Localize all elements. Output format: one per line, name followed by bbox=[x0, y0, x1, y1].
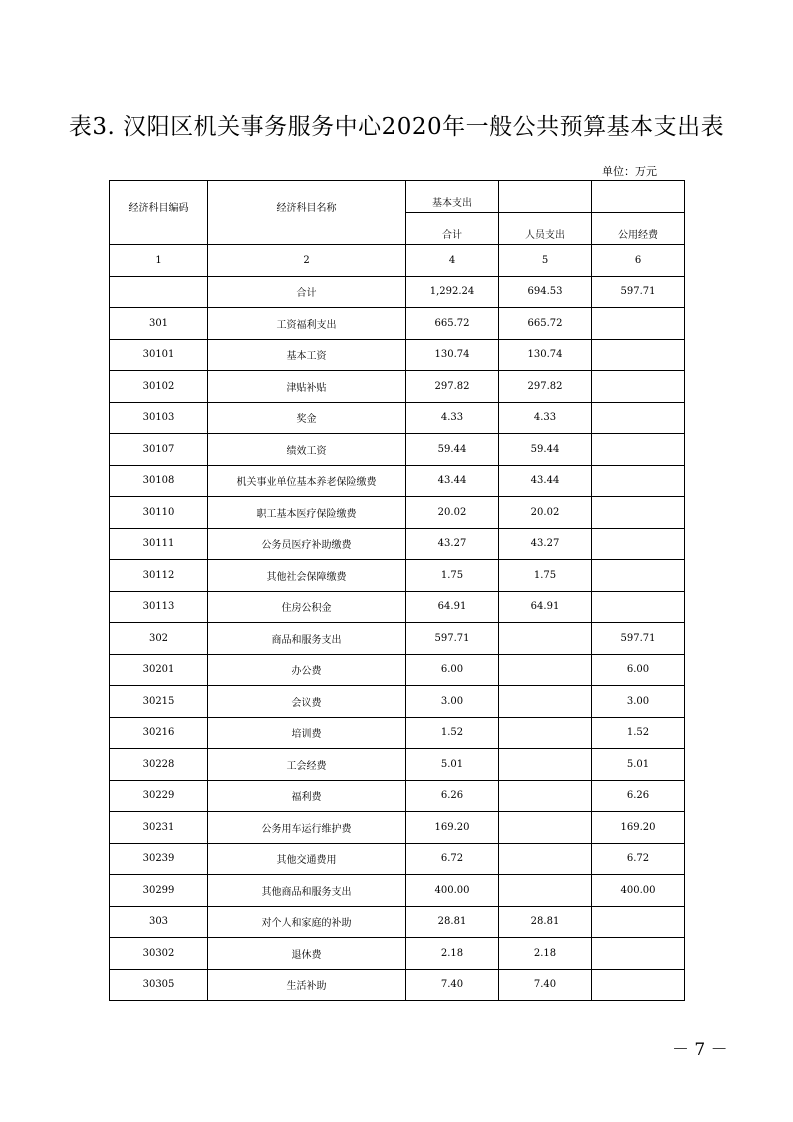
table-row bbox=[110, 812, 685, 844]
column-number: 5 bbox=[499, 245, 592, 277]
cell-name: 机关事业单位基本养老保险缴费 bbox=[208, 465, 406, 497]
cell-name: 会议费 bbox=[208, 686, 406, 718]
cell-total: 1.75 bbox=[406, 560, 499, 592]
cell-public: 400.00 bbox=[592, 875, 685, 907]
cell-code: 30103 bbox=[110, 402, 208, 434]
cell-personnel bbox=[499, 843, 592, 875]
cell-code: 30102 bbox=[110, 371, 208, 403]
cell-public bbox=[592, 308, 685, 340]
budget-table bbox=[109, 180, 685, 1001]
column-number-row bbox=[110, 245, 685, 277]
cell-personnel: 59.44 bbox=[499, 434, 592, 466]
cell-personnel bbox=[499, 654, 592, 686]
cell-total: 6.26 bbox=[406, 780, 499, 812]
cell-public bbox=[592, 434, 685, 466]
cell-personnel: 694.53 bbox=[499, 276, 592, 308]
table-row bbox=[110, 560, 685, 592]
cell-code: 30239 bbox=[110, 843, 208, 875]
cell-name: 基本工资 bbox=[208, 339, 406, 371]
cell-code: 30113 bbox=[110, 591, 208, 623]
cell-total: 169.20 bbox=[406, 812, 499, 844]
cell-personnel: 7.40 bbox=[499, 969, 592, 1001]
cell-code: 30107 bbox=[110, 434, 208, 466]
cell-name: 绩效工资 bbox=[208, 434, 406, 466]
table-row bbox=[110, 780, 685, 812]
cell-name: 退休费 bbox=[208, 938, 406, 970]
column-number: 6 bbox=[592, 245, 685, 277]
cell-public bbox=[592, 938, 685, 970]
cell-total: 1.52 bbox=[406, 717, 499, 749]
cell-public: 3.00 bbox=[592, 686, 685, 718]
cell-code: 30108 bbox=[110, 465, 208, 497]
cell-name: 奖金 bbox=[208, 402, 406, 434]
table-row bbox=[110, 434, 685, 466]
cell-name: 培训费 bbox=[208, 717, 406, 749]
table-row bbox=[110, 591, 685, 623]
cell-public: 597.71 bbox=[592, 623, 685, 655]
cell-code: 30231 bbox=[110, 812, 208, 844]
cell-personnel: 4.33 bbox=[499, 402, 592, 434]
cell-total: 43.27 bbox=[406, 528, 499, 560]
cell-personnel: 1.75 bbox=[499, 560, 592, 592]
cell-name: 办公费 bbox=[208, 654, 406, 686]
page-title: 表3. 汉阳区机关事务服务中心2020年一般公共预算基本支出表 bbox=[68, 114, 725, 140]
cell-name: 其他社会保障缴费 bbox=[208, 560, 406, 592]
cell-name: 住房公积金 bbox=[208, 591, 406, 623]
cell-total: 64.91 bbox=[406, 591, 499, 623]
cell-personnel: 20.02 bbox=[499, 497, 592, 529]
cell-personnel: 665.72 bbox=[499, 308, 592, 340]
cell-public: 6.00 bbox=[592, 654, 685, 686]
table-row bbox=[110, 623, 685, 655]
table-row bbox=[110, 906, 685, 938]
header-code: 经济科目编码 bbox=[110, 181, 208, 245]
column-number: 2 bbox=[208, 245, 406, 277]
cell-total: 28.81 bbox=[406, 906, 499, 938]
cell-name: 对个人和家庭的补助 bbox=[208, 906, 406, 938]
cell-name: 公务员医疗补助缴费 bbox=[208, 528, 406, 560]
cell-name: 福利费 bbox=[208, 780, 406, 812]
cell-personnel: 130.74 bbox=[499, 339, 592, 371]
cell-name: 其他商品和服务支出 bbox=[208, 875, 406, 907]
cell-personnel: 43.27 bbox=[499, 528, 592, 560]
cell-total: 43.44 bbox=[406, 465, 499, 497]
cell-personnel: 43.44 bbox=[499, 465, 592, 497]
header-public: 公用经费 bbox=[592, 213, 685, 245]
cell-public bbox=[592, 969, 685, 1001]
cell-total: 597.71 bbox=[406, 623, 499, 655]
table-row bbox=[110, 749, 685, 781]
cell-code: 30215 bbox=[110, 686, 208, 718]
table-row bbox=[110, 686, 685, 718]
cell-personnel: 64.91 bbox=[499, 591, 592, 623]
cell-total: 59.44 bbox=[406, 434, 499, 466]
table-row bbox=[110, 371, 685, 403]
table-row bbox=[110, 717, 685, 749]
cell-public bbox=[592, 591, 685, 623]
cell-personnel bbox=[499, 686, 592, 718]
cell-name: 公务用车运行维护费 bbox=[208, 812, 406, 844]
cell-code: 30201 bbox=[110, 654, 208, 686]
cell-total: 5.01 bbox=[406, 749, 499, 781]
cell-total: 7.40 bbox=[406, 969, 499, 1001]
cell-personnel bbox=[499, 780, 592, 812]
cell-total: 297.82 bbox=[406, 371, 499, 403]
cell-name: 商品和服务支出 bbox=[208, 623, 406, 655]
header-empty-1 bbox=[499, 181, 592, 213]
header-name: 经济科目名称 bbox=[208, 181, 406, 245]
header-total: 合计 bbox=[406, 213, 499, 245]
cell-code: 30111 bbox=[110, 528, 208, 560]
table-row bbox=[110, 969, 685, 1001]
cell-public: 6.26 bbox=[592, 780, 685, 812]
cell-name: 职工基本医疗保险缴费 bbox=[208, 497, 406, 529]
cell-public bbox=[592, 560, 685, 592]
cell-total: 2.18 bbox=[406, 938, 499, 970]
cell-personnel bbox=[499, 623, 592, 655]
cell-code: 302 bbox=[110, 623, 208, 655]
cell-personnel bbox=[499, 749, 592, 781]
cell-total: 3.00 bbox=[406, 686, 499, 718]
cell-code: 30299 bbox=[110, 875, 208, 907]
unit-label: 单位：万元 bbox=[602, 165, 657, 178]
table-row bbox=[110, 654, 685, 686]
cell-personnel bbox=[499, 875, 592, 907]
cell-public: 1.52 bbox=[592, 717, 685, 749]
table-row bbox=[110, 276, 685, 308]
cell-name: 工资福利支出 bbox=[208, 308, 406, 340]
cell-public bbox=[592, 906, 685, 938]
cell-name: 合计 bbox=[208, 276, 406, 308]
table-row bbox=[110, 339, 685, 371]
table-row bbox=[110, 465, 685, 497]
cell-code: 301 bbox=[110, 308, 208, 340]
cell-code: 303 bbox=[110, 906, 208, 938]
header-basic: 基本支出 bbox=[406, 181, 499, 213]
table-row bbox=[110, 528, 685, 560]
cell-code: 30112 bbox=[110, 560, 208, 592]
cell-code: 30101 bbox=[110, 339, 208, 371]
table-row bbox=[110, 843, 685, 875]
cell-personnel bbox=[499, 717, 592, 749]
cell-code: 30302 bbox=[110, 938, 208, 970]
cell-public bbox=[592, 402, 685, 434]
cell-total: 130.74 bbox=[406, 339, 499, 371]
cell-public: 169.20 bbox=[592, 812, 685, 844]
cell-code bbox=[110, 276, 208, 308]
table-row bbox=[110, 402, 685, 434]
header-empty-2 bbox=[592, 181, 685, 213]
cell-total: 400.00 bbox=[406, 875, 499, 907]
cell-public bbox=[592, 371, 685, 403]
cell-code: 30110 bbox=[110, 497, 208, 529]
cell-code: 30228 bbox=[110, 749, 208, 781]
column-number: 4 bbox=[406, 245, 499, 277]
cell-total: 20.02 bbox=[406, 497, 499, 529]
cell-public bbox=[592, 528, 685, 560]
cell-personnel: 2.18 bbox=[499, 938, 592, 970]
cell-total: 6.72 bbox=[406, 843, 499, 875]
cell-code: 30305 bbox=[110, 969, 208, 1001]
header-personnel: 人员支出 bbox=[499, 213, 592, 245]
cell-code: 30229 bbox=[110, 780, 208, 812]
table-row bbox=[110, 875, 685, 907]
page-number: － 7 － bbox=[672, 1040, 728, 1060]
cell-public bbox=[592, 339, 685, 371]
table-body bbox=[110, 276, 685, 1001]
cell-total: 1,292.24 bbox=[406, 276, 499, 308]
cell-personnel: 28.81 bbox=[499, 906, 592, 938]
cell-public bbox=[592, 465, 685, 497]
cell-total: 4.33 bbox=[406, 402, 499, 434]
cell-name: 津贴补贴 bbox=[208, 371, 406, 403]
cell-name: 工会经费 bbox=[208, 749, 406, 781]
cell-public: 597.71 bbox=[592, 276, 685, 308]
table-row bbox=[110, 308, 685, 340]
cell-code: 30216 bbox=[110, 717, 208, 749]
table-row bbox=[110, 938, 685, 970]
cell-public bbox=[592, 497, 685, 529]
cell-personnel bbox=[499, 812, 592, 844]
cell-total: 665.72 bbox=[406, 308, 499, 340]
cell-name: 其他交通费用 bbox=[208, 843, 406, 875]
cell-total: 6.00 bbox=[406, 654, 499, 686]
table-row bbox=[110, 497, 685, 529]
cell-name: 生活补助 bbox=[208, 969, 406, 1001]
column-number: 1 bbox=[110, 245, 208, 277]
cell-public: 6.72 bbox=[592, 843, 685, 875]
cell-public: 5.01 bbox=[592, 749, 685, 781]
cell-personnel: 297.82 bbox=[499, 371, 592, 403]
